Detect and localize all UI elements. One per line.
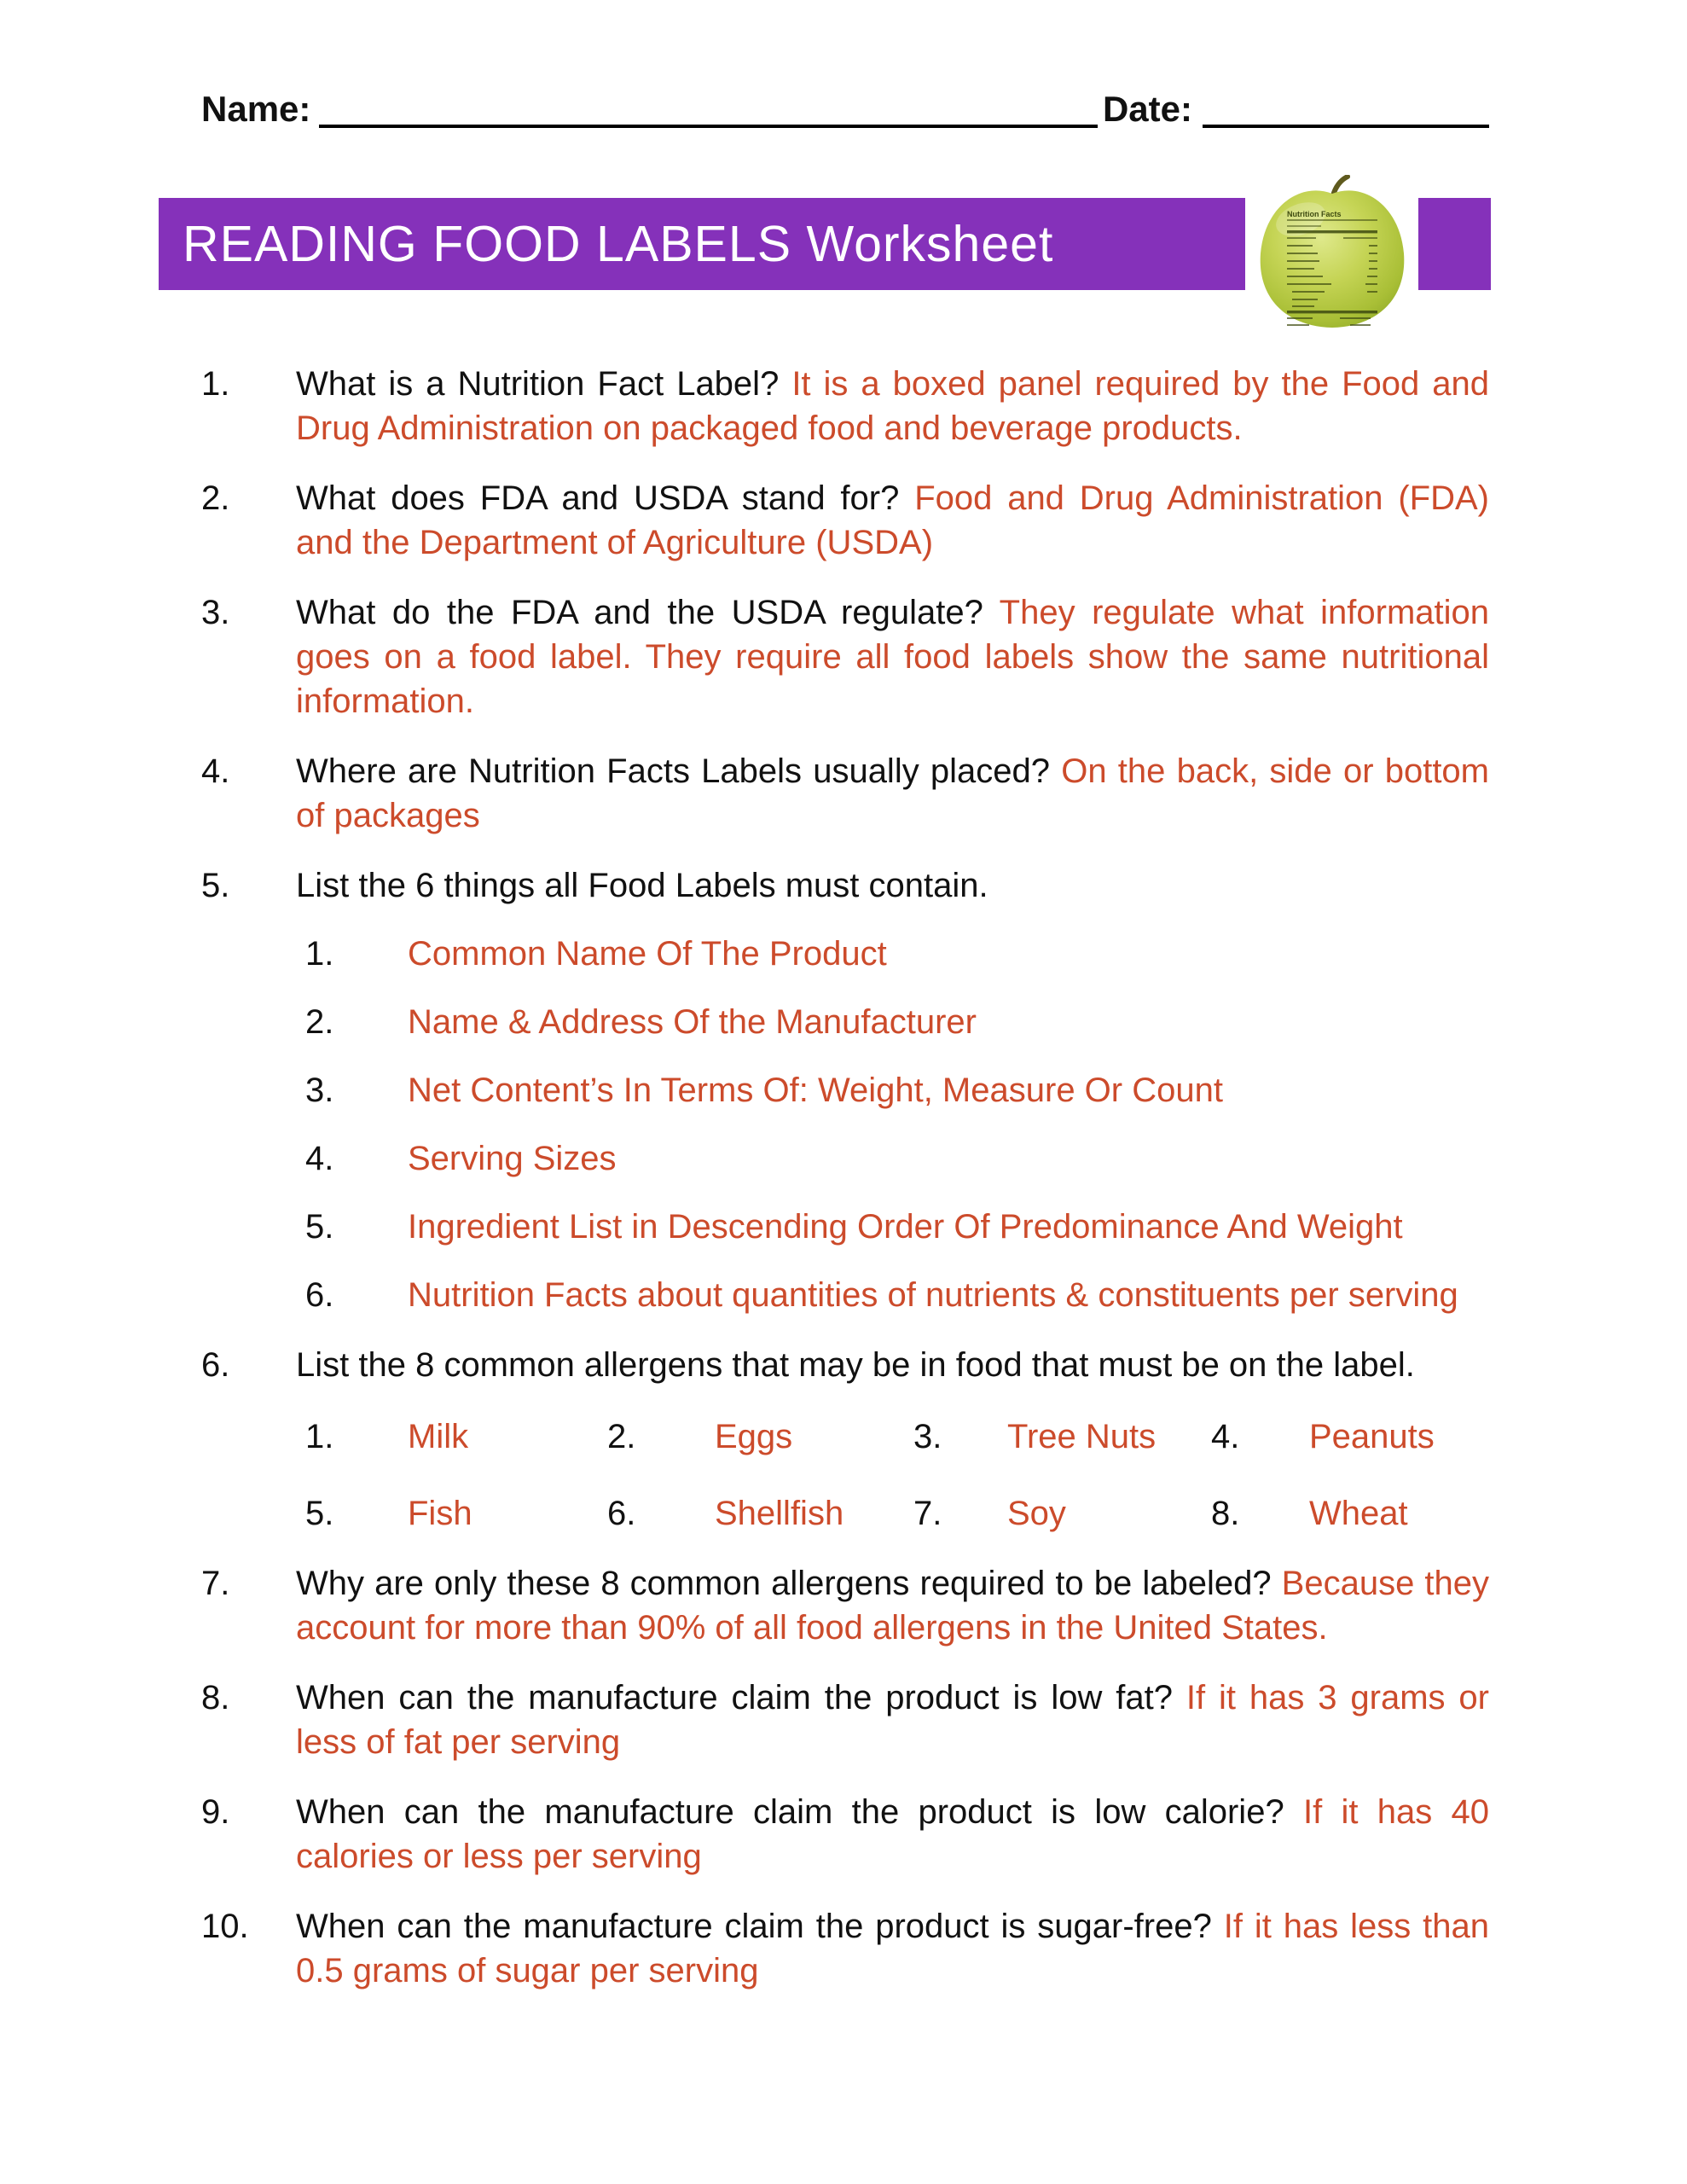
question-10 bbox=[201, 1904, 1489, 1993]
allergen-number: 1. bbox=[305, 1418, 334, 1455]
question-5-sublist bbox=[305, 932, 1489, 1317]
question-text: Where are Nutrition Facts Labels usually placed? bbox=[296, 752, 1051, 790]
list-item bbox=[305, 1205, 1489, 1249]
question-text: Why are only these 8 common allergens required to be labeled? bbox=[296, 1565, 1272, 1602]
answer-text: They regulate what information goes on a food label. They require all food labels show the same nutritional information. bbox=[296, 594, 1490, 720]
list-item bbox=[305, 1000, 1489, 1044]
question-8 bbox=[201, 1676, 1489, 1764]
list-item-number: 3. bbox=[305, 1072, 334, 1109]
answer-text: If it has less than 0.5 grams of sugar per serving bbox=[296, 1908, 1489, 1989]
allergen-name: Peanuts bbox=[1309, 1418, 1435, 1455]
header bbox=[159, 198, 1493, 290]
list-item-answer: Common Name Of The Product bbox=[408, 935, 887, 973]
question-number: 2. bbox=[201, 479, 230, 517]
question-number: 9. bbox=[201, 1793, 230, 1831]
question-2 bbox=[201, 476, 1489, 565]
allergen-grid bbox=[305, 1414, 1489, 1536]
list-item-number: 1. bbox=[305, 935, 334, 973]
name-field-line[interactable] bbox=[319, 90, 1098, 128]
question-text: What do the FDA and the USDA regulate? bbox=[296, 594, 983, 631]
list-item-answer: Name & Address Of the Manufacturer bbox=[408, 1003, 977, 1041]
page-title: READING FOOD LABELS Worksheet bbox=[159, 198, 1245, 290]
answer-text: It is a boxed panel required by the Food and Drug Administration on packaged food and beverage products. bbox=[296, 365, 1489, 447]
list-item-answer: Net Content’s In Terms Of: Weight, Measure Or Count bbox=[408, 1072, 1223, 1109]
answer-text: Because they account for more than 90% of all food allergens in the United States. bbox=[296, 1565, 1489, 1647]
name-date-row bbox=[201, 89, 1489, 130]
name-label: Name: bbox=[201, 89, 311, 129]
question-7 bbox=[201, 1561, 1489, 1650]
question-number: 4. bbox=[201, 752, 230, 790]
list-item-number: 6. bbox=[305, 1276, 334, 1314]
allergen-number: 6. bbox=[607, 1495, 636, 1532]
allergen-number: 3. bbox=[913, 1418, 942, 1455]
allergen-number: 8. bbox=[1211, 1495, 1240, 1532]
question-text: List the 6 things all Food Labels must contain. bbox=[296, 867, 988, 904]
date-field-line[interactable] bbox=[1203, 90, 1489, 128]
question-1 bbox=[201, 362, 1489, 450]
question-5 bbox=[201, 863, 1489, 908]
allergen-number: 5. bbox=[305, 1495, 334, 1532]
allergen-name: Shellfish bbox=[715, 1495, 844, 1532]
list-item-number: 5. bbox=[305, 1208, 334, 1246]
question-3 bbox=[201, 590, 1489, 723]
allergen-name: Soy bbox=[1007, 1495, 1066, 1532]
list-item bbox=[305, 1273, 1489, 1317]
list-item bbox=[305, 932, 1489, 976]
allergen-name: Eggs bbox=[715, 1418, 793, 1455]
purple-accent-square bbox=[1418, 198, 1491, 290]
list-item-answer: Serving Sizes bbox=[408, 1140, 617, 1177]
answer-text: On the back, side or bottom of packages bbox=[296, 752, 1489, 834]
question-number: 8. bbox=[201, 1679, 230, 1716]
apple-nutrition-image bbox=[1248, 175, 1417, 330]
question-number: 6. bbox=[201, 1346, 230, 1384]
question-text: What does FDA and USDA stand for? bbox=[296, 479, 900, 517]
apple-label-title: Nutrition Facts bbox=[1287, 210, 1342, 218]
question-text: What is a Nutrition Fact Label? bbox=[296, 365, 780, 403]
allergen-name: Wheat bbox=[1309, 1495, 1408, 1532]
question-number: 3. bbox=[201, 594, 230, 631]
allergen-name: Tree Nuts bbox=[1007, 1418, 1157, 1455]
allergen-name: Fish bbox=[408, 1495, 472, 1532]
question-text: When can the manufacture claim the product is sugar-free? bbox=[296, 1908, 1212, 1945]
question-number: 5. bbox=[201, 867, 230, 904]
list-item-answer: Nutrition Facts about quantities of nutrients & constituents per serving bbox=[408, 1276, 1458, 1314]
question-text: When can the manufacture claim the product is low calorie? bbox=[296, 1793, 1284, 1831]
question-text: When can the manufacture claim the product is low fat? bbox=[296, 1679, 1173, 1716]
answer-text: Food and Drug Administration (FDA) and the Department of Agriculture (USDA) bbox=[296, 479, 1490, 561]
answer-text: If it has 3 grams or less of fat per serving bbox=[296, 1679, 1490, 1761]
list-item-number: 4. bbox=[305, 1140, 334, 1177]
list-item-answer: Ingredient List in Descending Order Of Predominance And Weight bbox=[408, 1208, 1403, 1246]
question-text: List the 8 common allergens that may be in food that must be on the label. bbox=[296, 1346, 1415, 1384]
answer-text: If it has 40 calories or less per serving bbox=[296, 1793, 1489, 1875]
list-item bbox=[305, 1068, 1489, 1112]
apple-zone bbox=[1245, 198, 1418, 290]
list-item-number: 2. bbox=[305, 1003, 334, 1041]
allergen-number: 2. bbox=[607, 1418, 636, 1455]
question-4 bbox=[201, 749, 1489, 838]
question-number: 10. bbox=[201, 1908, 249, 1945]
question-9 bbox=[201, 1790, 1489, 1879]
list-item bbox=[305, 1136, 1489, 1181]
allergen-number: 4. bbox=[1211, 1418, 1240, 1455]
question-number: 1. bbox=[201, 365, 230, 403]
question-number: 7. bbox=[201, 1565, 230, 1602]
date-label: Date: bbox=[1102, 89, 1192, 129]
question-6 bbox=[201, 1343, 1489, 1387]
allergen-number: 7. bbox=[913, 1495, 942, 1532]
allergen-name: Milk bbox=[408, 1418, 469, 1455]
